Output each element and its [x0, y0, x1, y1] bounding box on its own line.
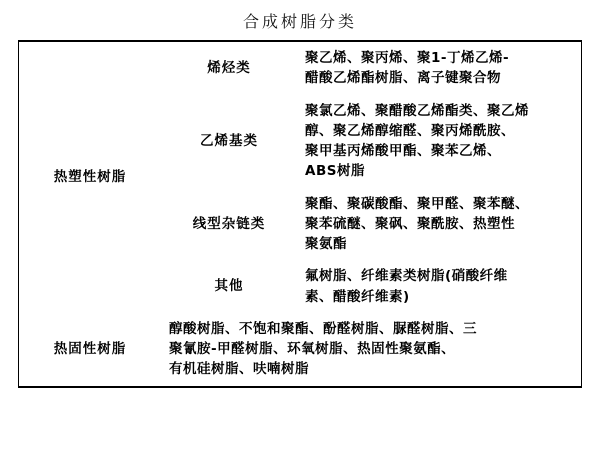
items-olefin: 聚乙烯、聚丙烯、聚1-丁烯乙烯- 醋酸乙烯酯树脂、离子键聚合物: [305, 50, 510, 87]
resin-classification-table: [18, 40, 582, 388]
page-title: 合成树脂分类: [242, 12, 357, 31]
category-thermoplastic: 热塑性树脂: [53, 169, 127, 186]
subgroup-vinyl-label: 乙烯基类: [200, 132, 258, 149]
subgroup-other-label: 其他: [214, 278, 244, 295]
items-thermoset: 醇酸树脂、不饱和聚酯、酚醛树脂、脲醛树脂、三 聚氰胺-甲醛树脂、环氧树脂、热固性聚氨酯、 有机硅树脂、呋喃树脂: [169, 320, 477, 378]
items-vinyl: 聚氯乙烯、聚醋酸乙烯酯类、聚乙烯 醇、聚乙烯醇缩醛、聚丙烯酰胺、 聚甲基丙烯酸甲酯、聚苯乙烯、 ABS树脂: [305, 102, 529, 180]
table-container: [18, 40, 582, 388]
table-row: [19, 313, 582, 387]
items-linear-heterochain: 聚酯、聚碳酸酯、聚甲醛、聚苯醚、 聚苯硫醚、聚砜、聚酰胺、热塑性 聚氨酯: [305, 195, 529, 252]
subgroup-olefin-label: 烯烃类: [207, 60, 251, 77]
subgroup-linear-heterochain-label: 线型杂链类: [192, 215, 266, 232]
category-thermoset: 热固性树脂: [53, 341, 127, 357]
items-other: 氟树脂、纤维素类树脂(硝酸纤维 素、醋酸纤维素): [305, 268, 508, 305]
table-row: [19, 41, 582, 95]
